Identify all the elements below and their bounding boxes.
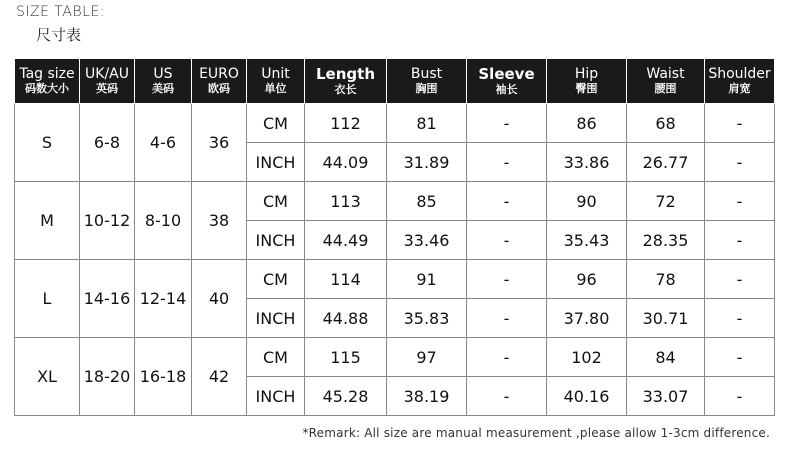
- length-cell: 45.28: [305, 377, 387, 416]
- header-us: [135, 59, 192, 104]
- header-euro: [192, 59, 247, 104]
- header-label-cn: 美码: [152, 82, 174, 96]
- tag-size-cell: L: [15, 260, 80, 338]
- unit-cell: INCH: [247, 221, 305, 260]
- tag-size-cell: M: [15, 182, 80, 260]
- euro-size-cell: 40: [192, 260, 247, 338]
- waist-cell: 78: [627, 260, 705, 299]
- shoulder-cell: -: [705, 143, 775, 182]
- header-label: Bust: [410, 66, 443, 83]
- uk-size-cell: 10-12: [80, 182, 135, 260]
- header-label-cn: 码数大小: [25, 82, 69, 96]
- length-cell: 44.09: [305, 143, 387, 182]
- waist-cell: 68: [627, 104, 705, 143]
- header-label: Hip: [574, 66, 599, 83]
- hip-cell: 33.86: [547, 143, 627, 182]
- sleeve-cell: -: [467, 338, 547, 377]
- length-cell: 44.49: [305, 221, 387, 260]
- header-bust: [387, 59, 467, 104]
- tag-size-cell: XL: [15, 338, 80, 416]
- waist-cell: 28.35: [627, 221, 705, 260]
- waist-cell: 72: [627, 182, 705, 221]
- title-chinese: 尺寸表: [36, 26, 82, 44]
- sleeve-cell: -: [467, 299, 547, 338]
- hip-cell: 37.80: [547, 299, 627, 338]
- header-label-cn: 臀围: [575, 82, 598, 96]
- uk-size-cell: 6-8: [80, 104, 135, 182]
- header-label-cn: 腰围: [654, 82, 677, 96]
- unit-cell: CM: [247, 182, 305, 221]
- header-label-cn: 袖长: [495, 82, 518, 96]
- hip-cell: 40.16: [547, 377, 627, 416]
- hip-cell: 102: [547, 338, 627, 377]
- bust-cell: 81: [387, 104, 467, 143]
- header-label: UK/AU: [85, 66, 129, 83]
- unit-cell: CM: [247, 104, 305, 143]
- hip-cell: 35.43: [547, 221, 627, 260]
- header-label: US: [153, 66, 173, 83]
- header-length: [305, 59, 387, 104]
- header-label: Tag size: [19, 66, 75, 83]
- shoulder-cell: -: [705, 182, 775, 221]
- length-cell: 44.88: [305, 299, 387, 338]
- shoulder-cell: -: [705, 221, 775, 260]
- us-size-cell: 4-6: [135, 104, 192, 182]
- uk-size-cell: 14-16: [80, 260, 135, 338]
- header-label: Sleeve: [478, 64, 535, 83]
- shoulder-cell: -: [705, 104, 775, 143]
- header-label: EURO: [199, 66, 239, 83]
- uk-size-cell: 18-20: [80, 338, 135, 416]
- shoulder-cell: -: [705, 377, 775, 416]
- header-hip: [547, 59, 627, 104]
- waist-cell: 84: [627, 338, 705, 377]
- hip-cell: 96: [547, 260, 627, 299]
- shoulder-cell: -: [705, 299, 775, 338]
- waist-cell: 33.07: [627, 377, 705, 416]
- remark-note: *Remark: All size are manual measurement ,please allow 1-3cm difference.: [302, 426, 770, 440]
- sleeve-cell: -: [467, 182, 547, 221]
- header-label-cn: 欧码: [208, 82, 230, 96]
- header-label-cn: 胸围: [415, 82, 438, 96]
- header-label: Shoulder: [708, 66, 771, 83]
- bust-cell: 91: [387, 260, 467, 299]
- unit-cell: INCH: [247, 377, 305, 416]
- us-size-cell: 12-14: [135, 260, 192, 338]
- header-label-cn: 衣长: [334, 82, 357, 96]
- unit-cell: CM: [247, 260, 305, 299]
- table-row: [15, 338, 775, 377]
- unit-cell: INCH: [247, 299, 305, 338]
- hip-cell: 86: [547, 104, 627, 143]
- sleeve-cell: -: [467, 221, 547, 260]
- header-row: [15, 59, 775, 104]
- bust-cell: 33.46: [387, 221, 467, 260]
- table-row: [15, 260, 775, 299]
- tag-size-cell: S: [15, 104, 80, 182]
- header-label-cn: 英码: [96, 82, 118, 96]
- length-cell: 114: [305, 260, 387, 299]
- waist-cell: 30.71: [627, 299, 705, 338]
- shoulder-cell: -: [705, 260, 775, 299]
- length-cell: 112: [305, 104, 387, 143]
- waist-cell: 26.77: [627, 143, 705, 182]
- length-cell: 113: [305, 182, 387, 221]
- bust-cell: 38.19: [387, 377, 467, 416]
- header-label: Waist: [646, 66, 685, 83]
- header-label-cn: 肩宽: [728, 82, 751, 96]
- header-label: Length: [316, 64, 375, 83]
- euro-size-cell: 38: [192, 182, 247, 260]
- header-tag-size: [15, 59, 80, 104]
- hip-cell: 90: [547, 182, 627, 221]
- length-cell: 115: [305, 338, 387, 377]
- header-uk-au: [80, 59, 135, 104]
- header-label-cn: 单位: [264, 82, 287, 96]
- header-label: Unit: [261, 66, 290, 83]
- us-size-cell: 16-18: [135, 338, 192, 416]
- sleeve-cell: -: [467, 104, 547, 143]
- sleeve-cell: -: [467, 260, 547, 299]
- header-sleeve: [467, 59, 547, 104]
- unit-cell: INCH: [247, 143, 305, 182]
- bust-cell: 97: [387, 338, 467, 377]
- shoulder-cell: -: [705, 338, 775, 377]
- bust-cell: 85: [387, 182, 467, 221]
- euro-size-cell: 36: [192, 104, 247, 182]
- euro-size-cell: 42: [192, 338, 247, 416]
- unit-cell: CM: [247, 338, 305, 377]
- table-row: [15, 182, 775, 221]
- table-row: [15, 104, 775, 143]
- sleeve-cell: -: [467, 377, 547, 416]
- bust-cell: 31.89: [387, 143, 467, 182]
- title-english: SIZE TABLE:: [16, 4, 105, 20]
- bust-cell: 35.83: [387, 299, 467, 338]
- header-shoulder: [705, 59, 775, 104]
- us-size-cell: 8-10: [135, 182, 192, 260]
- header-unit: [247, 59, 305, 104]
- header-waist: [627, 59, 705, 104]
- size-table: [14, 58, 775, 416]
- sleeve-cell: -: [467, 143, 547, 182]
